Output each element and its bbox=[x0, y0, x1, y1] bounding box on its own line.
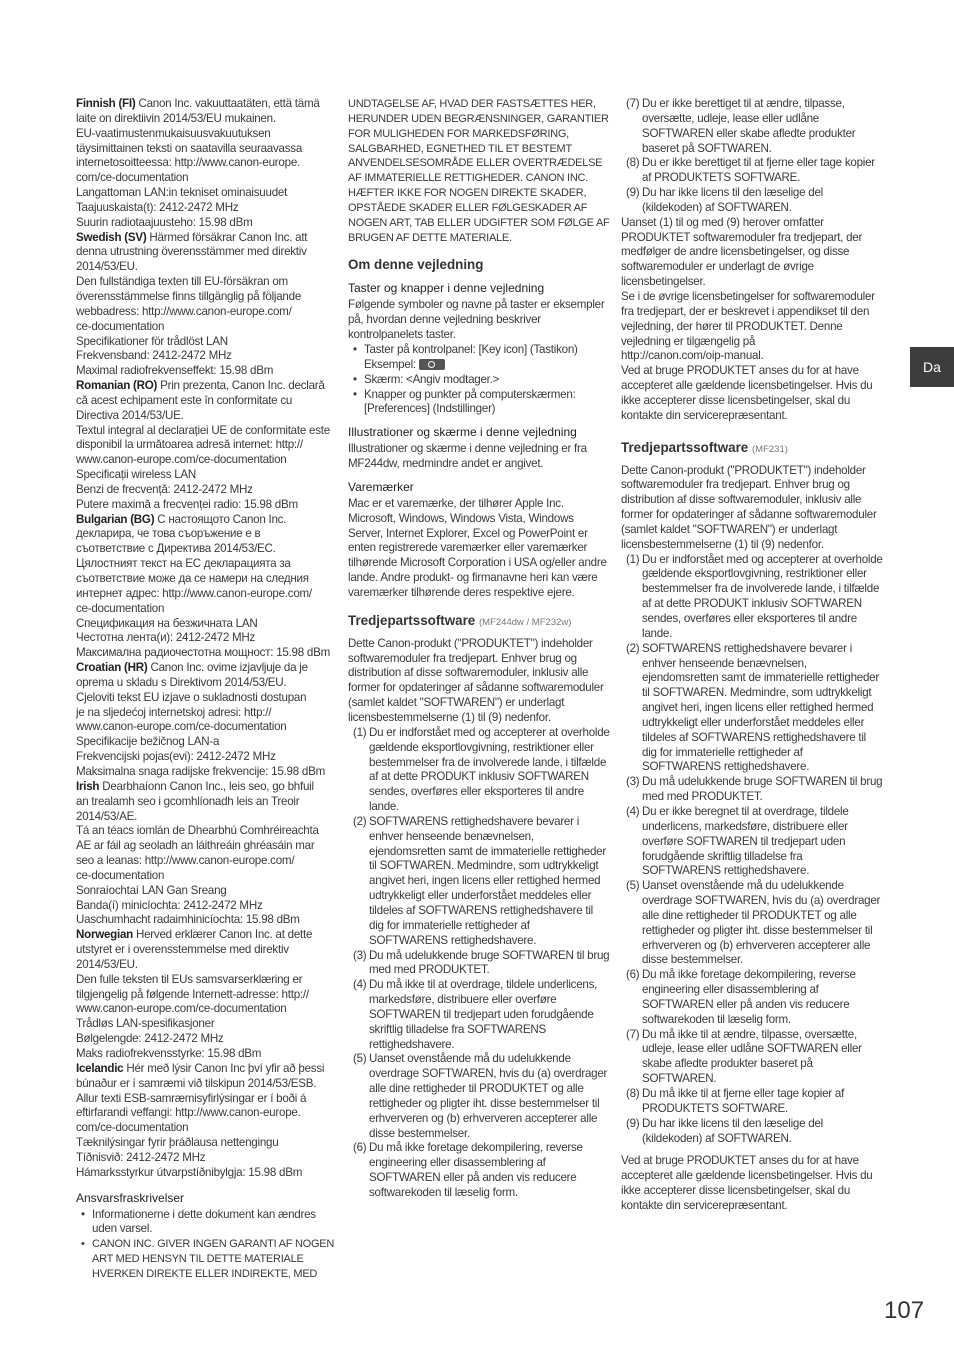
term-text: Uanset ovenstående må du udelukkende overdrage SOFTWAREN, hvis du (a) overdrager alle dine rettigheder til PRODUKTET og alle rettigheder og pligter iht. disse bestemmelser til erhververen og (b) erhververen accepterer alle disse bestemmelser. bbox=[369, 1052, 608, 1140]
line-text: seo a leanas: http://www.canon-europe.com/ bbox=[76, 854, 295, 868]
line-text: интернет адрес: http://www.canon-europe.com/ bbox=[76, 586, 312, 600]
term-text: SOFTWARENS rettighedshavere bevarer i enhver henseende benævnelsen, ejendomsretten samt de immaterielle rettigheder til SOFTWAREN. Medmindre, som udtrykkeligt angivet heri, ingen licens eller rettighed hermed udtrykkeligt eller underforstået meddeles eller tildeles af SOFTWARENS rettighedshavere til dig for immaterielle rettigheder af SOFTWARENS rettighedshavere. bbox=[642, 641, 879, 774]
declaration-line bbox=[76, 795, 338, 810]
line-text: eftirfarandi veffangi: http://www.canon-europe. bbox=[76, 1106, 301, 1120]
line-text: www.canon-europe.com/ce-documentation bbox=[76, 453, 287, 467]
line-text: Frekvencijski pojas(evi): 2412-2472 MHz bbox=[76, 750, 276, 764]
line-text: ce-documentation bbox=[76, 319, 165, 333]
language-label: Romanian (RO) bbox=[76, 379, 158, 393]
line-text: Tæknilýsingar fyrir þráðlausa nettengingu bbox=[76, 1136, 279, 1150]
declaration-line bbox=[76, 587, 338, 602]
heading-text: Tredjepartssoftware bbox=[621, 439, 749, 455]
manual-url-link[interactable]: http://canon.com/oip-manual. bbox=[621, 349, 764, 363]
keys-intro: Følgende symboler og navne på taster er eksempler på, hvordan denne vejledning beskriver kontrolpanelets taster. bbox=[348, 298, 605, 342]
line-text: Maksimalna snaga radijske frekvencije: 15.98 dBm bbox=[76, 764, 325, 778]
declaration-line bbox=[76, 142, 338, 157]
declaration-line bbox=[76, 1121, 338, 1136]
keys-list bbox=[348, 343, 610, 417]
line-text: Herved erklærer Canon Inc. at dette bbox=[133, 928, 313, 942]
language-label: Finnish (FI) bbox=[76, 97, 136, 110]
line-text: Спецификация на безжичната LAN bbox=[76, 616, 258, 630]
closing-text: Ved at bruge PRODUKTET anses du for at have accepteret alle gældende licensbetingelser. Hvis du ikke accepterer disse licensbetingelser, skal du kontakte din servicerepræsentant. bbox=[621, 1154, 873, 1212]
declaration-line bbox=[76, 498, 338, 513]
declaration-line bbox=[76, 335, 338, 350]
line-text: Tá an téacs iomlán de Dhearbhú Comhréireachta bbox=[76, 824, 319, 838]
declaration-line bbox=[76, 483, 338, 498]
line-text: съответствие може да се намери на следния bbox=[76, 572, 309, 585]
declaration-line bbox=[76, 780, 338, 795]
language-tab[interactable]: Da bbox=[910, 347, 954, 387]
line-text: Den fullständiga texten till EU-försäkran om bbox=[76, 275, 288, 289]
list-item: • Informationerne i dette dokument kan ændres uden varsel. bbox=[76, 1208, 338, 1238]
term-number: (8) bbox=[626, 1087, 640, 1100]
term-text: Du må ikke foretage dekompilering, reverse engineering eller disassemblering af SOFTWAREN eller på anden vis reducere softwarekoden til læselig form. bbox=[369, 1141, 583, 1199]
license-terms-list bbox=[621, 553, 883, 1147]
disclaimer-continued: UNDTAGELSE AF, HVAD DER FASTSÆTTES HER, HERUNDER UDEN BEGRÆNSNINGER, GARANTIER FOR MULIGHEDEN FOR MARKEDSFØRING, SALGBARHED, EGNETHED TIL ET BESTEMT ANVENDELSESOMRÅDE ELLER OVERTRÆDELSE AF IMMATERIELLE RETTIGHEDER. CANON INC. HÆFTER IKKE FOR NOGEN DIREKTE SKADER, OPSTÅEDE SKADER ELLER FØLGESKADER AF NOGEN ART, TAB ELLER UDGIFTER SOM FØLGE AF BRUGEN AF DETTE MATERIALE. bbox=[348, 98, 610, 244]
declaration-line bbox=[76, 245, 338, 260]
term-text: SOFTWARENS rettighedshavere bevarer i enhver henseende benævnelsen, ejendomsretten samt de immaterielle rettigheder til SOFTWAREN. Medmindre, som udtrykkeligt angivet heri, ingen licens eller rettighed hermed udtrykkeligt eller underforstået meddeles eller tildeles af SOFTWARENS rettighedshavere til dig for immaterielle rettigheder af SOFTWARENS rettighedshavere. bbox=[369, 814, 606, 947]
declaration-line bbox=[76, 646, 338, 661]
license-term bbox=[621, 186, 883, 216]
line-text: webbadress: http://www.canon-europe.com/ bbox=[76, 304, 292, 318]
declaration-line bbox=[76, 602, 338, 617]
third-party-intro: Dette Canon-produkt ("PRODUKTET") indeholder softwaremoduler fra tredjepart. Enhver brug og distribution af disse softwaremoduler, inklusiv alle former for opdateringer af sådanne softwaremoduler (samlet kaldet "SOFTWAREN") er underlagt licensbestemmelserne (1) til (9) nedenfor. bbox=[621, 463, 877, 551]
declaration-line bbox=[76, 706, 338, 721]
line-text: Максимална радиочестотна мощност: 15.98 dBm bbox=[76, 646, 331, 660]
line-text: Hámarksstyrkur útvarpstíðnibylgja: 15.98 dBm bbox=[76, 1165, 303, 1179]
section-heading-third-party bbox=[348, 613, 610, 631]
declaration-line bbox=[76, 735, 338, 750]
license-term bbox=[621, 1117, 883, 1147]
line-text: oprema u skladu s Direktivom 2014/53/EU. bbox=[76, 675, 287, 689]
line-text: Maks radiofrekvensstyrke: 15.98 dBm bbox=[76, 1047, 262, 1060]
term-number: (3) bbox=[626, 775, 640, 789]
declaration-line bbox=[76, 1017, 338, 1032]
declaration-line bbox=[76, 884, 338, 899]
line-text: Честотна лента(и): 2412-2472 MHz bbox=[76, 631, 256, 645]
line-text: Benzi de frecvență: 2412-2472 MHz bbox=[76, 482, 253, 496]
declaration-line bbox=[76, 320, 338, 335]
declaration-line bbox=[76, 513, 338, 528]
heading-text: Tredjepartssoftware bbox=[348, 612, 476, 628]
term-number: (8) bbox=[626, 156, 640, 170]
declaration-block bbox=[76, 928, 338, 1062]
line-text: Maximal radiofrekvenseffekt: 15.98 dBm bbox=[76, 364, 274, 378]
declaration-line bbox=[76, 676, 338, 691]
term-text: Du er indforstået med og accepterer at overholde gældende eksportlovgivning, restriktioner eller bestemmelser fra de involverede lande, i tilfælde af at dette PRODUKT inklusiv SOFTWAREN sendes, overføres eller eksporteres til andre lande. bbox=[642, 552, 883, 640]
license-term bbox=[348, 726, 610, 815]
model-note: (MF244dw / MF232w) bbox=[479, 616, 572, 628]
declaration-line bbox=[76, 156, 338, 171]
line-text: ce-documentation bbox=[76, 601, 165, 615]
key-icon bbox=[419, 359, 445, 370]
declaration-block bbox=[76, 379, 338, 513]
line-text: Den fulle teksten til EUs samsvarserklæring er bbox=[76, 972, 303, 986]
section-heading-third-party-mf231 bbox=[621, 440, 883, 458]
line-text: denna utrustning överensstämmer med direktiv bbox=[76, 245, 307, 259]
list-item: • Knapper og punkter på computerskærmen: [Preferences] (Indstillinger) bbox=[348, 388, 610, 418]
term-text: Du må ikke foretage dekompilering, reverse engineering eller disassemblering af SOFTWAREN eller på anden vis reducere softwarekoden til læselig form. bbox=[642, 968, 856, 1026]
line-text: că acest echipament este în conformitate cu bbox=[76, 393, 293, 407]
declaration-line bbox=[76, 409, 338, 424]
line-text: Canon Inc. ovime izjavljuje da je bbox=[147, 661, 308, 675]
line-text: www.canon-europe.com/ce-documentation bbox=[76, 720, 287, 734]
declaration-line bbox=[76, 453, 338, 468]
term-text: Du er indforstået med og accepterer at overholde gældende eksportlovgivning, restriktioner eller bestemmelser fra de involverede lande, i tilfælde af at dette PRODUKT inklusiv SOFTWAREN sendes, overføres eller eksporteres til andre lande. bbox=[369, 725, 610, 814]
line-text: Prin prezenta, Canon Inc. declară bbox=[157, 379, 325, 393]
declaration-block bbox=[76, 97, 338, 231]
declaration-line bbox=[76, 394, 338, 409]
term-number: (9) bbox=[626, 1116, 640, 1130]
line-text: www.canon-europe.com/ce-documentation bbox=[76, 1002, 287, 1016]
license-term bbox=[348, 1141, 610, 1200]
license-term bbox=[348, 978, 610, 1052]
column-manual-info bbox=[348, 97, 610, 1201]
line-text: com/ce-documentation bbox=[76, 171, 189, 185]
line-text: Langattoman LAN:in tekniset ominaisuudet bbox=[76, 186, 288, 200]
list-item: • Skærm: <Angiv modtager.> bbox=[348, 373, 610, 388]
line-text: internetosoitteessa: http://www.canon-europe. bbox=[76, 156, 300, 170]
declaration-line bbox=[76, 661, 338, 676]
model-note: (MF231) bbox=[752, 443, 788, 455]
note-text: Se i de øvrige licensbetingelser for softwaremoduler fra tredjepart, der er beskrevet i appendikset til den vejledning, der hører til PRODUKTET. Denne vejledning er tilgængelig på bbox=[621, 289, 875, 348]
line-text: Härmed försäkrar Canon Inc. att bbox=[146, 230, 308, 244]
line-text: 2014/53/EU. bbox=[76, 260, 138, 274]
declaration-line bbox=[76, 1136, 338, 1151]
declaration-block bbox=[76, 1062, 338, 1181]
declaration-line bbox=[76, 171, 338, 186]
declaration-block bbox=[76, 513, 338, 661]
term-text: Du er ikke berettiget til at ændre, tilpasse, oversætte, udleje, lease eller udlåne SOFTWAREN eller skabe afledte produkter baseret på SOFTWAREN. bbox=[642, 97, 856, 155]
list-item bbox=[348, 343, 610, 373]
line-text: com/ce-documentation bbox=[76, 1121, 189, 1135]
declaration-line bbox=[76, 928, 338, 943]
line-text: Uaschumhacht radaimhinicíochta: 15.98 dBm bbox=[76, 913, 300, 927]
term-text: Du har ikke licens til den læselige del (kildekoden) af SOFTWAREN. bbox=[642, 186, 823, 214]
line-text: Canon Inc. vakuuttaatäten, että tämä bbox=[135, 97, 320, 110]
line-text: Tíðnisvið: 2412-2472 MHz bbox=[76, 1150, 206, 1164]
declaration-line bbox=[76, 765, 338, 780]
line-text: 2014/53/AE. bbox=[76, 809, 138, 823]
line-text: С настоящото Canon Inc. bbox=[154, 512, 287, 526]
license-term bbox=[621, 97, 883, 156]
declaration-line bbox=[76, 750, 338, 765]
line-text: an trealamh seo i gcomhlíonadh leis an Treoir bbox=[76, 794, 300, 808]
declaration-line bbox=[76, 424, 338, 439]
language-label: Norwegian bbox=[76, 928, 134, 942]
declaration-line bbox=[76, 127, 338, 142]
declaration-line bbox=[76, 869, 338, 884]
trademarks-text: Mac er et varemærke, der tilhører Apple Inc. Microsoft, Windows, Windows Vista, Windows Server, Internet Explorer, Excel og PowerPoint er enten registrerede varemærker eller varemærker tilhørende Microsoft Corporation i USA og/eller andre lande. Andre produkt- og firmanavne heri kan være varemærker tilhørende deres respektive ejere. bbox=[348, 496, 607, 599]
declaration-line bbox=[76, 216, 338, 231]
license-term bbox=[621, 775, 883, 805]
line-text: Specificații wireless LAN bbox=[76, 468, 197, 482]
license-note-1: Uanset (1) til og med (9) herover omfatter PRODUKTET softwaremoduler fra tredjepart, der medfølger de andre licensbetingelser, og disse softwaremoduler er underlagt de øvrige licensbetingelser. bbox=[621, 215, 863, 289]
declaration-block bbox=[76, 231, 338, 379]
declaration-line bbox=[76, 631, 338, 646]
line-text: Allur texti ESB-samræmisyfirlýsingar er í boði á bbox=[76, 1091, 307, 1105]
declaration-line bbox=[76, 186, 338, 201]
line-text: täysimittainen teksti on saatavilla seuraavassa bbox=[76, 141, 303, 155]
declaration-line bbox=[76, 305, 338, 320]
declaration-line bbox=[76, 275, 338, 290]
declaration-line bbox=[76, 527, 338, 542]
term-number: (2) bbox=[626, 641, 640, 655]
language-label: Icelandic bbox=[76, 1061, 124, 1075]
term-text: Du må udelukkende bruge SOFTWAREN til brug med med PRODUKTET. bbox=[369, 948, 610, 977]
line-text: Putere maximă a frecvenței radio: 15.98 dBm bbox=[76, 497, 298, 511]
term-number: (5) bbox=[353, 1052, 367, 1066]
term-text: Du er ikke beregnet til at overdrage, tildele underlicens, markedsføre, distribuere eller overføre SOFTWAREN til tredjepart uden forudgående skriftlig tilladelse fra SOFTWARENS rettighedshavere. bbox=[642, 804, 849, 878]
declaration-line bbox=[76, 958, 338, 973]
term-text: Du må ikke til at fjerne eller tage kopier af PRODUKTETS SOFTWARE. bbox=[642, 1087, 845, 1115]
declaration-line bbox=[76, 572, 338, 587]
line-text: Dearbhaíonn Canon Inc., leis seo, go bhfuil bbox=[99, 779, 314, 793]
language-label: Irish bbox=[76, 779, 100, 793]
line-text: Cjeloviti tekst EU izjave o sukladnosti dostupan bbox=[76, 690, 307, 704]
line-text: je na sljedećoj internetskoj adresi: http:// bbox=[76, 705, 272, 719]
disclaimer-heading: Ansvarsfraskrivelser bbox=[76, 1190, 185, 1205]
license-term bbox=[621, 642, 883, 776]
license-term bbox=[621, 879, 883, 968]
declaration-list bbox=[76, 97, 338, 1181]
third-party-intro: Dette Canon-produkt ("PRODUKTET") indeholder softwaremoduler fra tredjepart. Enhver brug og distribution af disse softwaremoduler, inklusiv alle former for opdateringer af sådanne softwaremoduler (samlet kaldet "SOFTWAREN") er underlagt licensbestemmelserne (1) til (9) nedenfor. bbox=[348, 636, 604, 724]
license-note-3: Ved at bruge PRODUKTET anses du for at have accepteret alle gældende licensbetingelser. Hvis du ikke accepterer disse licensbetingelser, skal du kontakte din servicerepræsentant. bbox=[621, 364, 873, 422]
column-license bbox=[621, 97, 883, 1214]
line-text: Textul integral al declarației UE de conformitate este bbox=[76, 423, 330, 437]
declaration-line bbox=[76, 1166, 338, 1181]
declaration-line bbox=[76, 899, 338, 914]
term-text: Du må ikke til at ændre, tilpasse, oversætte, udleje, lease eller udlåne SOFTWAREN eller skabe afledte produkter baseret på SOFTWAREN. bbox=[642, 1027, 862, 1086]
declaration-line bbox=[76, 438, 338, 453]
declaration-line bbox=[76, 557, 338, 572]
license-term bbox=[348, 949, 610, 979]
term-text: Du har ikke licens til den læselige del (kildekoden) af SOFTWAREN. bbox=[642, 1116, 823, 1145]
subheading-keys: Taster og knapper i denne vejledning bbox=[348, 281, 545, 296]
line-text: съответствие с Директива 2014/53/ЕС. bbox=[76, 542, 276, 556]
line-text: búnaður er í samræmi við tilskipun 2014/53/ESB. bbox=[76, 1076, 317, 1090]
declaration-line bbox=[76, 1077, 338, 1092]
line-text: Taajuuskaista(t): 2412-2472 MHz bbox=[76, 200, 239, 214]
declaration-line bbox=[76, 913, 338, 928]
term-number: (5) bbox=[626, 879, 640, 893]
line-text: Specifikacije bežičnog LAN-a bbox=[76, 735, 220, 749]
term-number: (4) bbox=[353, 978, 367, 992]
license-term bbox=[621, 156, 883, 186]
line-text: Trådløs LAN-spesifikasjoner bbox=[76, 1017, 215, 1031]
license-terms-list bbox=[348, 726, 610, 1201]
license-terms-list-continued bbox=[621, 97, 883, 216]
license-term bbox=[621, 553, 883, 642]
declaration-line bbox=[76, 617, 338, 632]
license-term bbox=[621, 1087, 883, 1117]
term-text: Du må udelukkende bruge SOFTWAREN til brug med med PRODUKTET. bbox=[642, 775, 883, 804]
declaration-line bbox=[76, 201, 338, 216]
line-text: tilgjengelig på følgende Internett-adresse: http:// bbox=[76, 987, 309, 1001]
line-text: AE ar fáil ag seoladh an láithreáin ghréasáin mar bbox=[76, 839, 315, 853]
declaration-line bbox=[76, 1032, 338, 1047]
language-label: Swedish (SV) bbox=[76, 230, 147, 244]
declaration-line bbox=[76, 1092, 338, 1107]
declaration-line bbox=[76, 1047, 338, 1062]
page-number: 107 bbox=[884, 1297, 925, 1324]
declaration-line bbox=[76, 260, 338, 275]
declaration-line bbox=[76, 231, 338, 246]
keys-example-label: Eksempel: bbox=[364, 357, 419, 371]
line-text: Specifikationer för trådlöst LAN bbox=[76, 334, 228, 348]
section-heading-about: Om denne vejledning bbox=[348, 257, 484, 273]
declaration-line bbox=[76, 112, 338, 127]
list-item: • CANON INC. GIVER INGEN GARANTI AF NOGEN ART MED HENSYN TIL DETTE MATERIALE HVERKEN DIREKTE ELLER INDIREKTE, MED bbox=[76, 1237, 338, 1282]
line-text: överensstämmelse finns tillgänglig på följande bbox=[76, 289, 302, 303]
declaration-line bbox=[76, 349, 338, 364]
line-text: Suurin radiotaajuusteho: 15.98 dBm bbox=[76, 215, 253, 229]
line-text: Bølgelengde: 2412-2472 MHz bbox=[76, 1032, 224, 1046]
declaration-line bbox=[76, 290, 338, 305]
declaration-line bbox=[76, 379, 338, 394]
line-text: Sonraíochtaí LAN Gan Sreang bbox=[76, 883, 227, 897]
term-number: (4) bbox=[626, 804, 640, 818]
declaration-line bbox=[76, 973, 338, 988]
line-text: EU-vaatimustenmukaisuusvakuutuksen bbox=[76, 126, 271, 140]
disclaimer-list bbox=[76, 1208, 338, 1282]
line-text: disponibil la următoarea adresă internet: http:// bbox=[76, 438, 303, 452]
term-number: (1) bbox=[626, 552, 640, 566]
license-term bbox=[621, 968, 883, 1027]
line-text: Directiva 2014/53/UE. bbox=[76, 408, 184, 422]
declaration-line bbox=[76, 364, 338, 379]
declaration-line bbox=[76, 468, 338, 483]
declaration-line bbox=[76, 720, 338, 735]
license-term bbox=[621, 1028, 883, 1087]
declaration-line bbox=[76, 988, 338, 1003]
line-text: декларира, че това съоръжение е в bbox=[76, 527, 261, 541]
subheading-trademarks: Varemærker bbox=[348, 479, 414, 494]
term-text: Du er ikke berettiget til at fjerne eller tage kopier af PRODUKTETS SOFTWARE. bbox=[642, 156, 875, 185]
license-term bbox=[348, 815, 610, 949]
term-number: (7) bbox=[626, 1027, 640, 1041]
declaration-block bbox=[76, 780, 338, 928]
term-number: (2) bbox=[353, 814, 367, 828]
term-number: (7) bbox=[626, 97, 640, 110]
term-text: Du må ikke til at overdrage, tildele underlicens, markedsføre, distribuere eller overføre SOFTWAREN til tredjepart uden forudgående skriftlig tilladelse fra SOFTWARENS rettighedshavere. bbox=[369, 978, 598, 1051]
declaration-line bbox=[76, 1106, 338, 1121]
declaration-line bbox=[76, 97, 338, 112]
term-number: (9) bbox=[626, 186, 640, 200]
term-text: Uanset ovenstående må du udelukkende overdrage SOFTWAREN, hvis du (a) overdrager alle dine rettigheder til PRODUKTET og alle rettigheder og pligter iht. disse bestemmelser til erhververen og (b) erhververen accepterer alle disse bestemmelser. bbox=[642, 879, 881, 967]
declaration-line bbox=[76, 824, 338, 839]
line-text: Цялостният текст на ЕС декларацията за bbox=[76, 557, 291, 571]
declaration-line bbox=[76, 810, 338, 825]
license-note-2 bbox=[621, 290, 883, 364]
declaration-line bbox=[76, 854, 338, 869]
illustrations-text: Illustrationer og skærme i denne vejledning er fra MF244dw, medmindre andet er angivet. bbox=[348, 442, 587, 471]
license-term bbox=[621, 805, 883, 879]
declaration-line bbox=[76, 943, 338, 958]
declaration-block bbox=[76, 661, 338, 780]
line-text: ce-documentation bbox=[76, 868, 165, 882]
declaration-line bbox=[76, 1002, 338, 1017]
line-text: Frekvensband: 2412-2472 MHz bbox=[76, 349, 232, 363]
declaration-line bbox=[76, 1062, 338, 1077]
declaration-line bbox=[76, 839, 338, 854]
subheading-illustrations: Illustrationer og skærme i denne vejledning bbox=[348, 425, 577, 440]
term-number: (6) bbox=[626, 968, 640, 982]
term-number: (6) bbox=[353, 1141, 367, 1155]
line-text: 2014/53/EU. bbox=[76, 957, 138, 971]
line-text: Hér með lýsir Canon Inc því yfir að þessi bbox=[123, 1061, 325, 1075]
license-term bbox=[348, 1052, 610, 1141]
declaration-line bbox=[76, 542, 338, 557]
term-number: (3) bbox=[353, 948, 367, 962]
declaration-line bbox=[76, 1151, 338, 1166]
language-label: Bulgarian (BG) bbox=[76, 512, 155, 526]
keys-control-panel: Taster på kontrolpanel: [Key icon] (Tastikon) bbox=[364, 342, 578, 356]
language-label: Croatian (HR) bbox=[76, 661, 148, 675]
line-text: utstyret er i overensstemmelse med direktiv bbox=[76, 943, 289, 957]
line-text: Banda(í) minicíochta: 2412-2472 MHz bbox=[76, 898, 263, 912]
column-declarations bbox=[76, 97, 338, 1282]
line-text: laite on direktiivin 2014/53/EU mukainen. bbox=[76, 111, 276, 125]
term-number: (1) bbox=[353, 725, 367, 739]
declaration-line bbox=[76, 691, 338, 706]
